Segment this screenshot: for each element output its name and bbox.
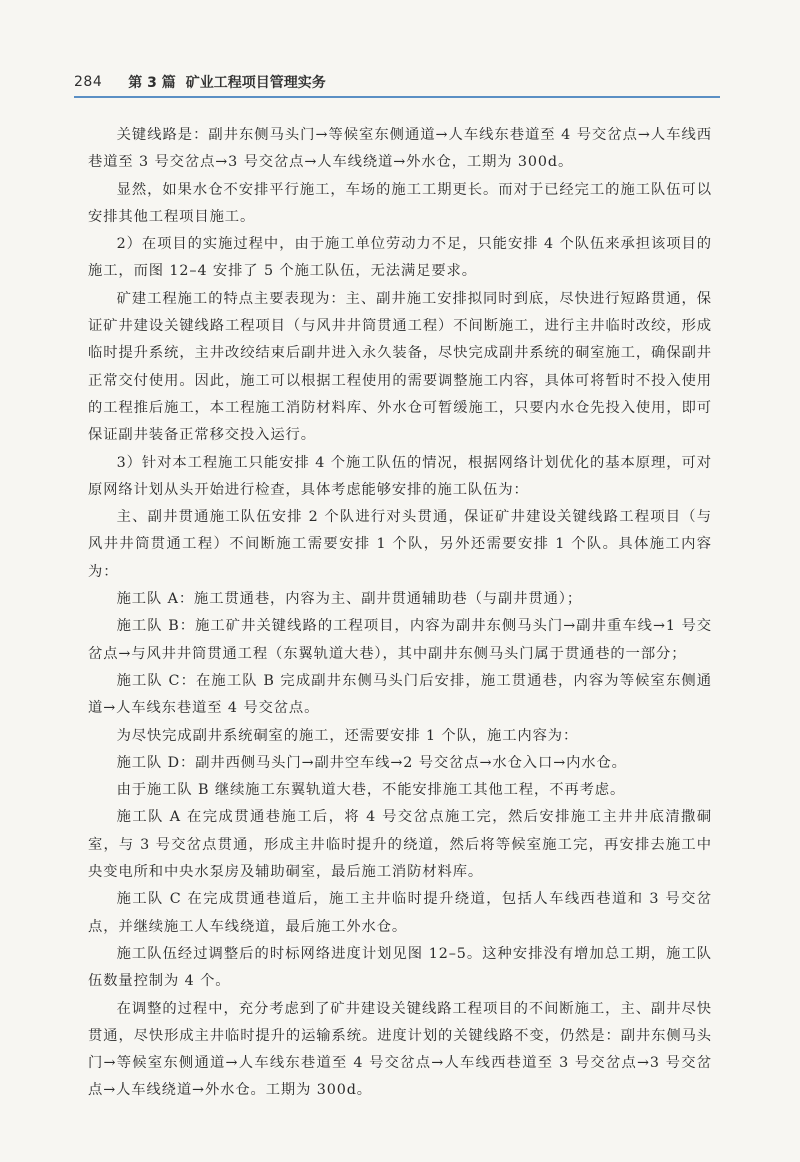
paragraph: 由于施工队 B 继续施工东翼轨道大巷，不能安排施工其他工程，不再考虑。 [116, 782, 626, 799]
paragraph: 2）在项目的实施过程中，由于施工单位劳动力不足，只能安排 4 个队伍来承担该项目的施工，而图 12–4 安排了 5 个施工队伍，无法满足要求。 [88, 236, 712, 280]
paragraph: 矿建工程施工的特点主要表现为：主、副井施工安排拟同时到底，尽快进行短路贯通，保证矿井建设关键线路工程项目（与风井井筒贯通工程）不间断施工，进行主井临时改绞，形成临时提升系统，主井改绞结束后副井进入永久装备，尽快完成副井系统的硐室施工，确保副井正常交付使用。因此，施工可以根据工程使用的需要调整施工内容，具体可将暂时不投入使用的工程推后施工，本工程施工消防材料库、外水仓可暂缓施工，只要内水仓先投入使用，即可保证副井装备正常移交投入运行。 [88, 290, 712, 444]
page-body [88, 122, 712, 1105]
paragraph: 施工队 B：施工矿井关键线路的工程项目，内容为副井东侧马头门→副井重车线→1 号交岔点→与风井井筒贯通工程（东翼轨道大巷），其中副井东侧马头门属于贯通巷的一部分； [88, 618, 712, 662]
running-header [74, 70, 720, 94]
paragraph: 施工队伍经过调整后的时标网络进度计划见图 12–5。这种安排没有增加总工期，施工队伍数量控制为 4 个。 [88, 945, 712, 990]
paragraph: 施工队 A 在完成贯通巷施工后，将 4 号交岔点施工完，然后安排施工主井井底清撒硐室，与 3 号交岔点贯通，形成主井临时提升的绕道，然后将等候室施工完，再安排去施工中央变电所和中央水泵房及辅助硐室，最后施工消防材料库。 [88, 809, 712, 881]
paragraph: 显然，如果水仓不安排平行施工，车场的施工工期更长。而对于已经完工的施工队伍可以安排其他工程项目施工。 [88, 181, 712, 225]
paragraph: 施工队 C 在完成贯通巷道后，施工主井临时提升绕道，包括人车线西巷道和 3 号交岔点，并继续施工人车线绕道，最后施工外水仓。 [88, 891, 712, 935]
paragraph: 施工队 A：施工贯通巷，内容为主、副井贯通辅助巷（与副井贯通）； [116, 591, 583, 608]
header-rule [74, 96, 720, 98]
paragraph: 施工队 C：在施工队 B 完成副井东侧马头门后安排，施工贯通巷，内容为等候室东侧通道→人车线东巷道至 4 号交岔点。 [88, 672, 712, 717]
paragraph: 在调整的过程中，充分考虑到了矿井建设关键线路工程项目的不间断施工，主、副井尽快贯通，尽快形成主井临时提升的运输系统。进度计划的关键线路不变，仍然是：副井东侧马头门→等候室东侧通道→人车线东巷道至 4 号交岔点→人车线西巷道至 3 号交岔点→3 号交岔点→人车线绕道→外水仓。工期为 300d。 [88, 1000, 712, 1099]
page-number: 284 [74, 74, 103, 90]
paragraph: 施工队 D：副井西侧马头门→副井空车线→2 号交岔点→水仓入口→内水仓。 [116, 754, 627, 771]
book-title: 矿业工程项目管理实务 [185, 75, 326, 91]
paragraph: 主、副井贯通施工队伍安排 2 个队进行对头贯通，保证矿井建设关键线路工程项目（与风井井筒贯通工程）不间断施工需要安排 1 个队，另外还需要安排 1 个队。具体施工内容为： [88, 509, 712, 580]
paragraph: 关键线路是：副井东侧马头门→等候室东侧通道→人车线东巷道至 4 号交岔点→人车线西巷道至 3 号交岔点→3 号交岔点→人车线绕道→外水仓，工期为 300d。 [88, 127, 712, 171]
paragraph: 为尽快完成副井系统硐室的施工，还需要安排 1 个队，施工内容为： [116, 727, 579, 744]
paragraph: 3）针对本工程施工只能安排 4 个施工队伍的情况，根据网络计划优化的基本原理，可对原网络计划从头开始进行检查，具体考虑能够安排的施工队伍为： [88, 454, 712, 498]
part-label: 第 3 篇 [128, 75, 176, 91]
